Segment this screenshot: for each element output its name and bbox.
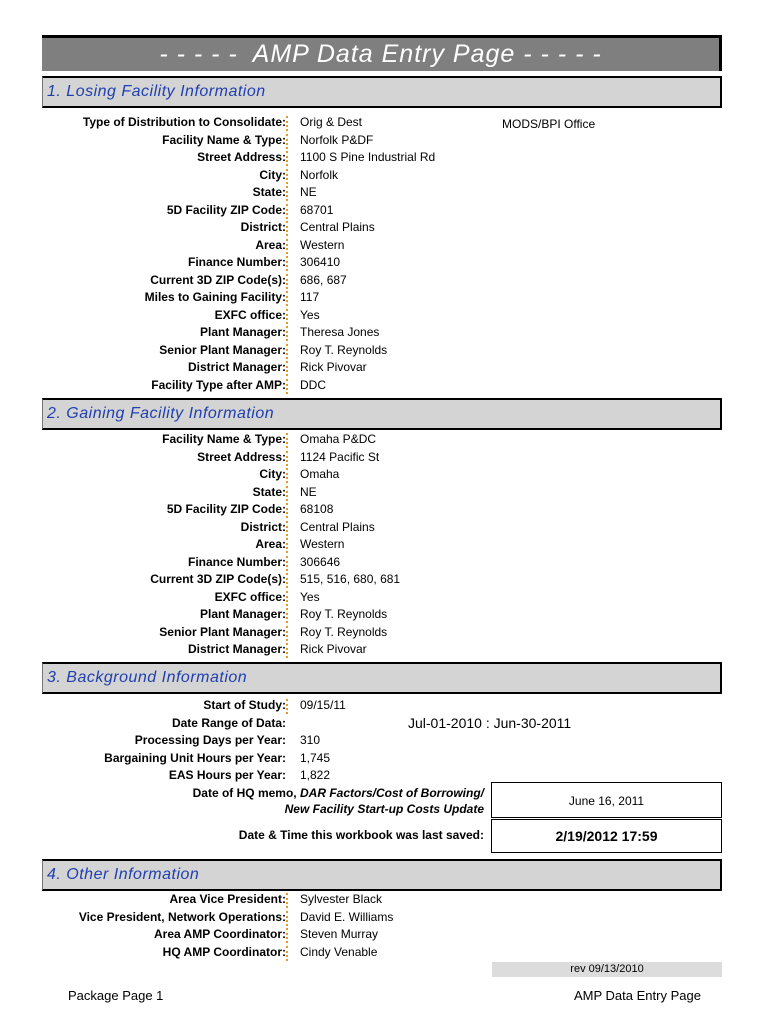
- field-label: Plant Manager:: [199, 325, 286, 339]
- field-row: [0, 520, 770, 537]
- field-value[interactable]: 1124 Pacific St: [300, 449, 380, 464]
- last-saved-label: Date & Time this workbook was last saved:: [238, 828, 484, 842]
- field-value[interactable]: Norfolk P&DF: [300, 132, 374, 147]
- field-row: [0, 927, 770, 944]
- field-value[interactable]: Yes: [300, 307, 320, 322]
- field-row: [0, 537, 770, 554]
- field-divider: [286, 169, 288, 184]
- field-divider: [286, 116, 288, 131]
- field-divider: [286, 928, 288, 943]
- field-label: Finance Number:: [187, 255, 286, 269]
- field-row: [0, 555, 770, 572]
- field-value[interactable]: 686, 687: [300, 272, 347, 287]
- date-range-value[interactable]: Jul-01-2010 : Jun-30-2011: [408, 715, 572, 731]
- field-label: EXFC office:: [214, 589, 286, 604]
- field-value[interactable]: 306646: [300, 554, 341, 569]
- field-divider: [286, 344, 288, 359]
- hq-memo-date-value[interactable]: June 16, 2011: [491, 782, 722, 818]
- field-label: Bargaining Unit Hours per Year:: [104, 751, 286, 765]
- field-divider: [286, 291, 288, 306]
- field-label: Processing Days per Year:: [134, 733, 286, 747]
- field-row: [0, 892, 770, 909]
- field-value[interactable]: Roy T. Reynolds: [300, 342, 388, 357]
- field-row: [0, 607, 770, 624]
- field-label: Start of Study:: [203, 698, 286, 712]
- field-divider: [286, 274, 288, 289]
- field-row: [0, 238, 770, 255]
- field-divider: [286, 239, 288, 254]
- field-value[interactable]: 1,745: [300, 751, 331, 765]
- field-label: District:: [240, 220, 286, 234]
- field-row: [0, 168, 770, 185]
- field-divider: [286, 538, 288, 553]
- field-divider: [286, 186, 288, 201]
- field-row: [0, 467, 770, 484]
- hq-memo-label: [193, 786, 484, 800]
- field-divider: [286, 643, 288, 658]
- field-value[interactable]: Norfolk: [300, 167, 339, 182]
- section-header-background: [42, 662, 722, 694]
- field-value[interactable]: 68701: [300, 202, 334, 217]
- field-value[interactable]: Central Plains: [300, 519, 375, 534]
- field-divider: [286, 134, 288, 149]
- field-divider: [286, 521, 288, 536]
- field-row: [0, 343, 770, 360]
- field-label: EXFC office:: [214, 307, 286, 322]
- field-label: Area AMP Coordinator:: [153, 927, 286, 941]
- field-label: District:: [240, 519, 286, 534]
- field-value[interactable]: DDC: [300, 377, 326, 392]
- section-heading: 3. Background Information: [47, 669, 248, 686]
- field-row-start-of-study: [0, 698, 770, 715]
- field-label: District Manager:: [187, 360, 286, 374]
- field-value[interactable]: David E. Williams: [300, 909, 394, 924]
- section-header-gaining-facility: [42, 398, 722, 430]
- field-divider: [286, 556, 288, 571]
- field-label: Current 3D ZIP Code(s):: [150, 572, 286, 586]
- field-label: Vice President, Network Operations:: [78, 909, 286, 924]
- field-value[interactable]: Rick Pivovar: [300, 360, 367, 374]
- field-label: 5D Facility ZIP Code:: [166, 502, 286, 516]
- field-divider: [286, 451, 288, 466]
- field-label: Current 3D ZIP Code(s):: [150, 272, 286, 287]
- field-divider: [286, 379, 288, 394]
- field-label: 5D Facility ZIP Code:: [166, 202, 286, 217]
- field-value[interactable]: Orig & Dest: [300, 115, 363, 129]
- field-value[interactable]: NE: [300, 185, 317, 199]
- field-row: [0, 220, 770, 237]
- field-divider: [286, 256, 288, 271]
- field-divider: [286, 309, 288, 324]
- field-divider: [286, 946, 288, 961]
- field-label: Area:: [255, 237, 286, 252]
- hq-memo-label-italic: DAR Factors/Cost of Borrowing/: [299, 786, 484, 800]
- field-divider: [286, 893, 288, 908]
- last-saved-value: 2/19/2012 17:59: [491, 819, 722, 853]
- field-value[interactable]: Omaha P&DC: [300, 432, 377, 446]
- field-label: City:: [259, 167, 286, 182]
- field-divider: [286, 151, 288, 166]
- field-label: State:: [252, 484, 286, 499]
- field-row: [0, 502, 770, 519]
- field-value[interactable]: NE: [300, 484, 317, 499]
- field-divider: [286, 361, 288, 376]
- field-value[interactable]: Omaha: [300, 467, 340, 481]
- field-divider: [286, 468, 288, 483]
- field-value[interactable]: Central Plains: [300, 220, 375, 234]
- field-label: Street Address:: [197, 449, 286, 464]
- field-label: Date Range of Data:: [171, 716, 286, 730]
- field-row: [0, 625, 770, 642]
- field-label: HQ AMP Coordinator:: [162, 944, 286, 959]
- field-divider: [286, 626, 288, 641]
- field-value[interactable]: 1100 S Pine Industrial Rd: [300, 150, 436, 164]
- field-row: [0, 255, 770, 272]
- field-value[interactable]: 310: [300, 733, 321, 747]
- field-value[interactable]: 306410: [300, 255, 341, 269]
- field-divider: [286, 326, 288, 341]
- field-label: City:: [259, 467, 286, 481]
- field-divider: [286, 221, 288, 236]
- field-divider: [286, 503, 288, 518]
- field-row: [0, 945, 770, 962]
- field-label: Senior Plant Manager:: [159, 342, 286, 357]
- field-value[interactable]: Cindy Venable: [300, 944, 378, 959]
- field-row: [0, 308, 770, 325]
- section-header-losing-facility: [42, 76, 722, 108]
- hq-memo-label-line2: New Facility Start-up Costs Update: [284, 802, 484, 816]
- field-divider: [286, 608, 288, 623]
- section-heading: 4. Other Information: [47, 866, 200, 883]
- field-row-date-range: [0, 716, 770, 733]
- field-row: [0, 910, 770, 927]
- footer-page-label: Package Page 1: [68, 988, 164, 1003]
- field-divider: [286, 573, 288, 588]
- hq-memo-label-part: Date of HQ memo,: [192, 786, 300, 800]
- field-row: [0, 378, 770, 395]
- field-row: [0, 133, 770, 150]
- section-header-other: [42, 859, 722, 891]
- field-label: Area:: [255, 537, 286, 551]
- field-label: District Manager:: [187, 642, 286, 656]
- field-row: [0, 290, 770, 307]
- field-label: Miles to Gaining Facility:: [144, 290, 286, 304]
- field-divider: [286, 911, 288, 926]
- field-row: [0, 185, 770, 202]
- field-row: [0, 432, 770, 449]
- field-row: [0, 115, 770, 132]
- field-value[interactable]: Yes: [300, 589, 320, 604]
- field-row-bargaining-hours: [0, 751, 770, 768]
- field-label: Facility Name & Type:: [162, 132, 286, 147]
- field-divider: [286, 591, 288, 606]
- field-row: [0, 150, 770, 167]
- field-value[interactable]: 09/15/11: [300, 698, 346, 712]
- section-heading: 1. Losing Facility Information: [47, 83, 266, 100]
- field-value[interactable]: Roy T. Reynolds: [300, 624, 388, 639]
- field-row: [0, 360, 770, 377]
- mods-bpi-office-label: MODS/BPI Office: [502, 117, 596, 131]
- field-value[interactable]: Theresa Jones: [300, 325, 380, 339]
- field-value[interactable]: Roy T. Reynolds: [300, 607, 388, 621]
- field-row: [0, 590, 770, 607]
- field-value[interactable]: Rick Pivovar: [300, 642, 367, 656]
- field-row: [0, 203, 770, 220]
- field-row: [0, 485, 770, 502]
- footer-title: AMP Data Entry Page: [574, 988, 701, 1003]
- field-value[interactable]: 1,822: [300, 768, 331, 782]
- field-row: [0, 572, 770, 589]
- field-value[interactable]: Western: [300, 237, 345, 252]
- field-divider: [286, 699, 288, 714]
- field-value[interactable]: 117: [300, 290, 320, 304]
- field-row: [0, 642, 770, 659]
- field-label: Plant Manager:: [199, 607, 286, 621]
- field-value[interactable]: Sylvester Black: [300, 892, 383, 906]
- field-row: [0, 450, 770, 467]
- field-value[interactable]: Steven Murray: [300, 927, 379, 941]
- field-value[interactable]: Western: [300, 537, 345, 551]
- field-label: EAS Hours per Year:: [168, 768, 286, 782]
- field-label: Street Address:: [197, 150, 286, 164]
- field-label: Type of Distribution to Consolidate:: [82, 115, 286, 129]
- field-divider: [286, 486, 288, 501]
- field-value[interactable]: 68108: [300, 502, 334, 516]
- field-label: Area Vice President:: [169, 892, 286, 906]
- field-row: [0, 325, 770, 342]
- field-divider: [286, 433, 288, 448]
- section-heading: 2. Gaining Facility Information: [47, 405, 275, 422]
- field-label: Facility Type after AMP:: [151, 377, 286, 392]
- field-label: Facility Name & Type:: [162, 432, 286, 446]
- page-title: - - - - - AMP Data Entry Page - - - - -: [42, 35, 722, 71]
- field-row-processing-days: [0, 733, 770, 750]
- field-label: State:: [252, 185, 286, 199]
- revision-label: rev 09/13/2010: [492, 962, 722, 977]
- field-divider: [286, 204, 288, 219]
- field-value[interactable]: 515, 516, 680, 681: [300, 572, 401, 586]
- field-label: Senior Plant Manager:: [159, 624, 286, 639]
- field-label: Finance Number:: [187, 554, 286, 569]
- field-row: [0, 273, 770, 290]
